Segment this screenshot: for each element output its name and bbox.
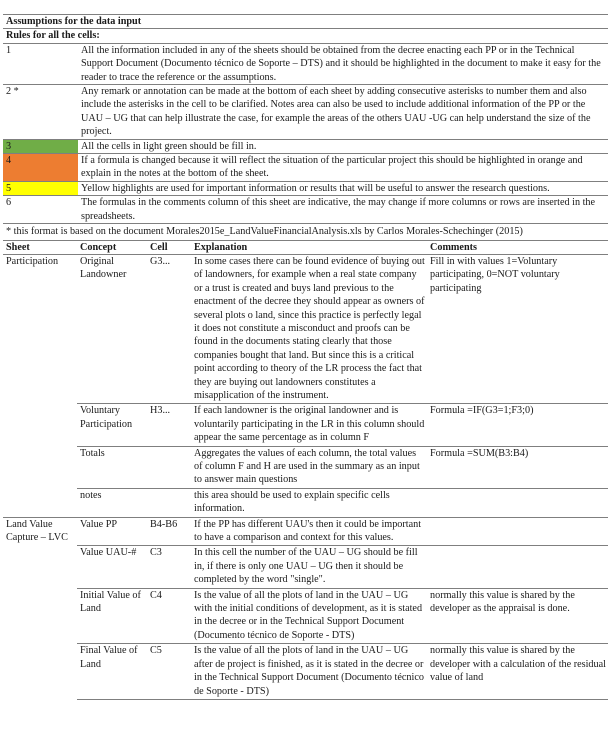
rule-number-green-swatch: 3 <box>3 139 78 153</box>
rule-number: 2 * <box>6 86 19 98</box>
header-cell: Cell <box>150 241 168 253</box>
concept-cell: Initial Value of Land <box>77 588 147 644</box>
rule-text: Any remark or annotation can be made at the bottom of each sheet by adding consecutive asterisks to number them and also include the asterisks in the cell to be clarified. Notes area can also be used to include additional information of the PP or the UAU – UG that can help illustrate the case, for example the areas of the others UAU -UG can help understand the size of the project. <box>81 86 591 138</box>
rule-text: All the information included in any of the sheets should be obtained from the decree enacting each PP or in the Technical Support Document (Documento técnico de Soporte – DTS) and it should be highlighted in the document to make it easy for the reader to trace the reference or the assumptions. <box>81 44 601 83</box>
concept-cell: Value PP <box>77 517 147 546</box>
cell-ref <box>147 446 191 488</box>
table-row <box>3 644 608 700</box>
rule-row-6 <box>3 196 608 224</box>
rule-number: 1 <box>6 44 12 56</box>
sheet-cell <box>3 404 77 446</box>
explanation-cell: Is the value of all the plots of land in the UAU – UG with the initial conditions of development, as it is stated in the decree or in the Technical Support Document (Documento técnico de Soporte - DTS) <box>191 588 427 644</box>
table-row <box>3 254 608 403</box>
comments-cell <box>427 517 608 546</box>
rule-row-4 <box>3 154 608 182</box>
concept-cell: Voluntary Participation <box>77 404 147 446</box>
cell-ref: H3... <box>147 404 191 446</box>
cell-ref: C5 <box>147 644 191 700</box>
cell-ref: C3 <box>147 546 191 588</box>
concept-cell: Original Landowner <box>77 254 147 403</box>
table-row <box>3 404 608 446</box>
comments-cell <box>427 488 608 517</box>
sheet-cell <box>3 488 77 517</box>
comments-cell <box>427 546 608 588</box>
cell-ref: B4-B6 <box>147 517 191 546</box>
sheet-cell: Participation <box>6 255 59 267</box>
comments-cell: normally this value is shared by the developer as the appraisal is done. <box>427 588 608 644</box>
explanation-cell: this area should be used to explain specific cells information. <box>191 488 427 517</box>
explanation-cell: In some cases there can be found evidence of buying out of landowners, for example when a real state company or a trust is created and buys land previous to the enactment of the decree they should appear as owners of several plots o land, since this practice is perfectly legal it does not constitute a misconduct and proofs can be found in the documents stating clearly that those companies bought that land. But since this is a critical point according to theory of the LR process the fact that they are buying out landowners constitutes a misapplication of the instrument. <box>191 254 427 403</box>
explanation-cell: Is the value of all the plots of land in the UAU – UG after de project is finished, as it is stated in the decree or in the Technical Support Document (Documento técnico de Soporte - DTS) <box>191 644 427 700</box>
sheet-cell <box>3 644 77 700</box>
rule-number-yellow-swatch: 5 <box>3 181 78 195</box>
footnote: * this format is based on the document Morales2015e_LandValueFinancialAnalysis.xls by Carlos Morales-Schechinger (2015) <box>6 226 523 238</box>
rules-subtitle-row <box>3 29 608 43</box>
rule-row-3 <box>3 139 608 153</box>
comments-cell: Formula =SUM(B3:B4) <box>427 446 608 488</box>
rule-text: Yellow highlights are used for important information or results that will be useful to answer the research questions. <box>81 182 550 194</box>
cell-ref: G3... <box>147 254 191 403</box>
explanation-cell: In this cell the number of the UAU – UG should be fill in, if there is only one UAU – UG then it should be completed by the word "single". <box>191 546 427 588</box>
sheet-cell <box>3 446 77 488</box>
rule-row-5 <box>3 181 608 195</box>
rule-text: If a formula is changed because it will reflect the situation of the particular project this should be highlighted in orange and explain in the notes at the bottom of the sheet. <box>81 155 583 180</box>
table-row <box>3 446 608 488</box>
rule-row-2 <box>3 85 608 140</box>
assumptions-title-row <box>3 15 608 29</box>
table-row <box>3 517 608 546</box>
sheet-cell <box>3 588 77 644</box>
cell-ref <box>147 488 191 517</box>
rule-text: The formulas in the comments column of this sheet are indicative, the may change if more columns or rows are inserted in the spreadsheets. <box>81 197 596 222</box>
rule-text: All the cells in light green should be fill in. <box>81 140 257 152</box>
explanation-cell: If the PP has different UAU's then it could be important to have a comparison and context for this values. <box>191 517 427 546</box>
rule-row-1 <box>3 43 608 84</box>
concept-cell: notes <box>77 488 147 517</box>
concept-cell: Totals <box>77 446 147 488</box>
sheet-cell <box>3 546 77 588</box>
rule-number: 6 <box>6 197 12 209</box>
table-row <box>3 488 608 517</box>
header-concept: Concept <box>80 241 117 253</box>
table-row <box>3 588 608 644</box>
comments-cell: Formula =IF(G3=1;F3;0) <box>427 404 608 446</box>
header-comments: Comments <box>430 241 477 253</box>
header-explanation: Explanation <box>194 241 248 253</box>
comments-cell: normally this value is shared by the developer with a calculation of the residual value of land <box>427 644 608 700</box>
concept-cell: Final Value of Land <box>77 644 147 700</box>
assumptions-title: Assumptions for the data input <box>6 16 142 27</box>
table-row <box>3 546 608 588</box>
sheet-cell: Land Value Capture – LVC <box>6 518 68 544</box>
header-sheet: Sheet <box>6 241 30 253</box>
rules-subtitle: Rules for all the cells: <box>6 30 100 42</box>
concept-cell: Value UAU-# <box>77 546 147 588</box>
explanation-cell: If each landowner is the original landowner and is voluntarily participating in the LR in this column should appear the same percentage as in column F <box>191 404 427 446</box>
rule-number-orange-swatch: 4 <box>3 154 78 182</box>
explanation-table <box>3 240 608 700</box>
cell-ref: C4 <box>147 588 191 644</box>
assumptions-table <box>3 14 608 224</box>
comments-cell: Fill in with values 1=Voluntary participating, 0=NOT voluntary participating <box>427 254 608 403</box>
explanation-cell: Aggregates the values of each column, the total values of column F and H are used in the summary as an input to answer main questions <box>191 446 427 488</box>
table-header-row <box>3 240 608 254</box>
